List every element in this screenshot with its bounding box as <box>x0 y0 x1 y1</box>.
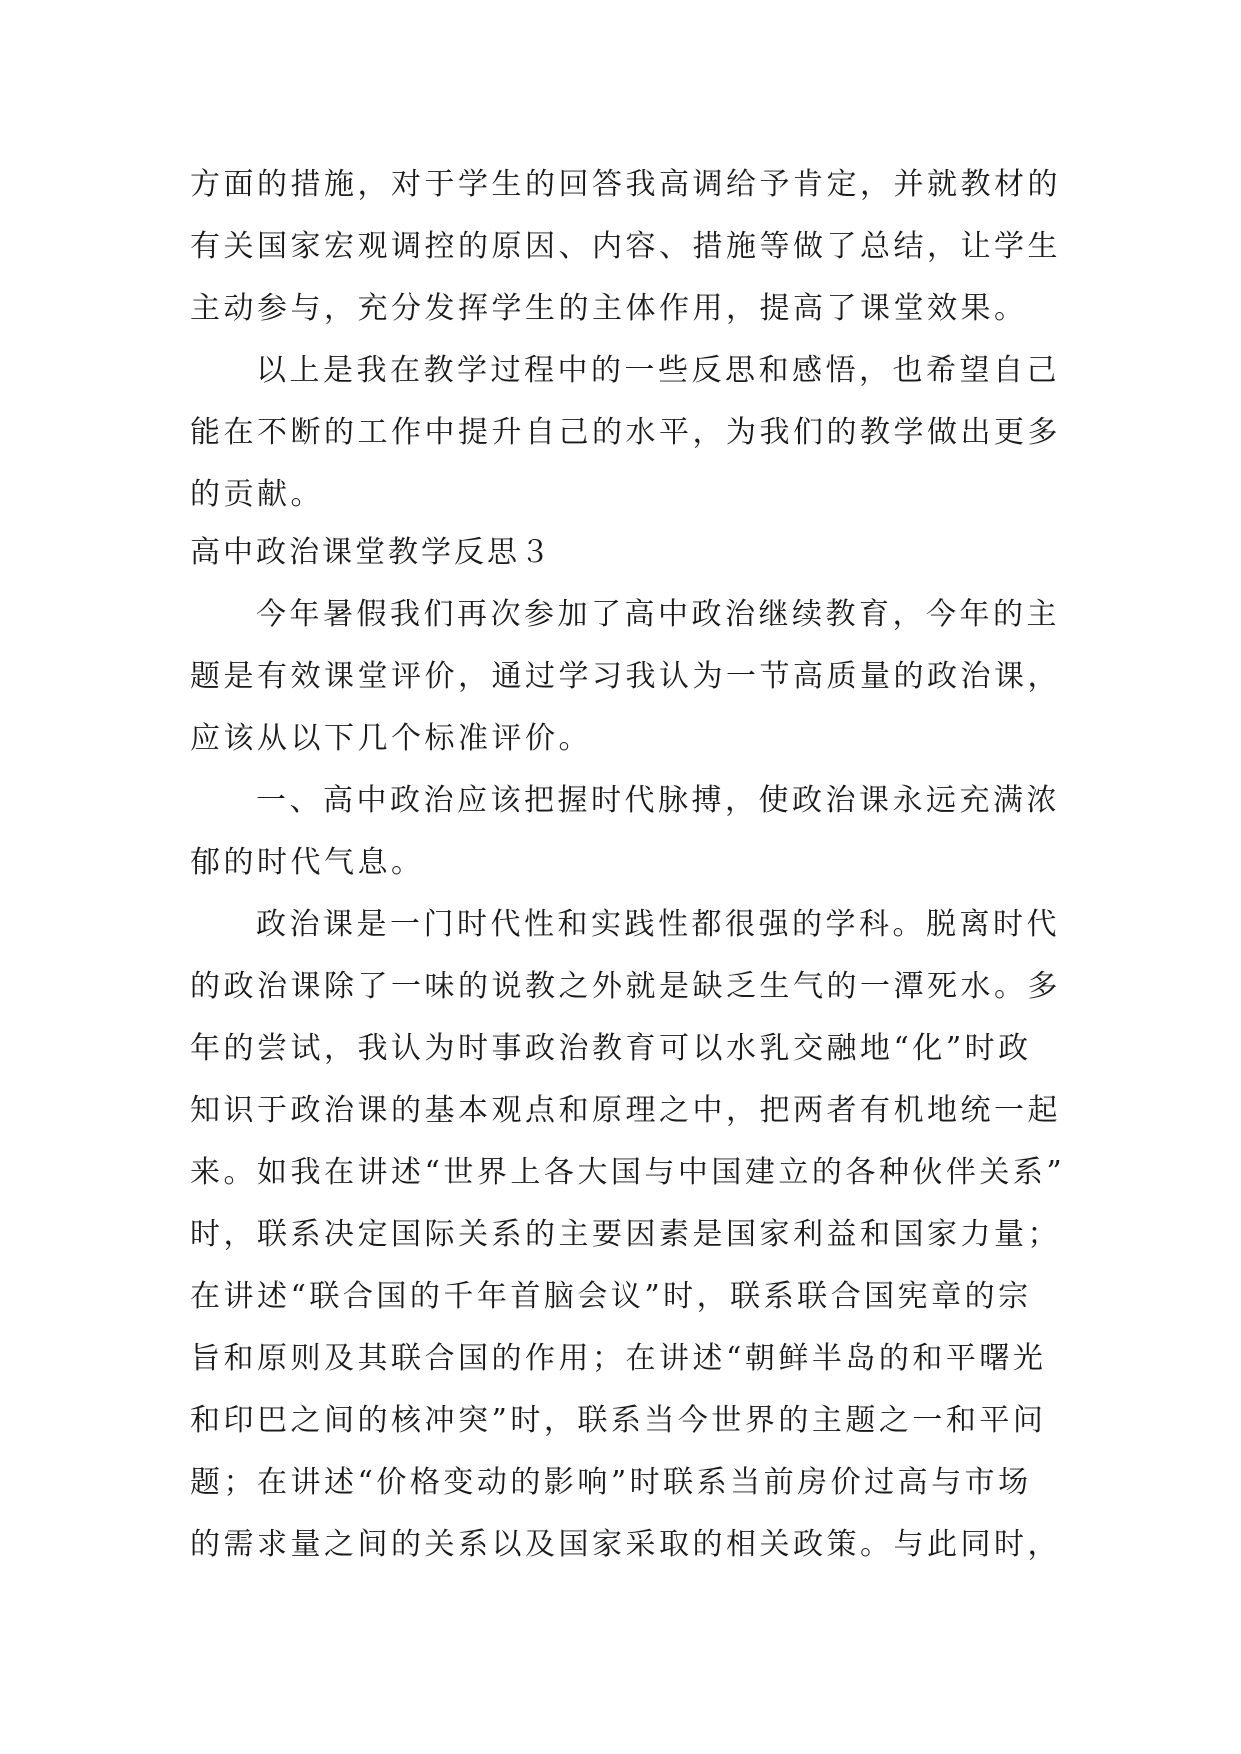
text-line: 方面的措施，对于学生的回答我高调给予肯定，并就教材的 <box>190 167 1061 202</box>
text-line: 年的尝试，我认为时事政治教育可以水乳交融地“化”时政 <box>190 1031 1032 1066</box>
text-line: 一、高中政治应该把握时代脉搏，使政治课永远充满浓 <box>256 783 1060 818</box>
section-title: 高中政治课堂教学反思３ <box>190 535 553 570</box>
text-line: 时，联系决定国际关系的主要因素是国家利益和国家力量； <box>190 1217 1061 1252</box>
text-line: 主动参与，充分发挥学生的主体作用，提高了课堂效果。 <box>190 291 1028 326</box>
text-line: 的贡献。 <box>190 477 324 512</box>
text-line: 来。如我在讲述“世界上各大国与中国建立的各种伙伴关系” <box>190 1155 1066 1190</box>
text-line: 题是有效课堂评价，通过学习我认为一节高质量的政治课， <box>190 659 1061 694</box>
section-block <box>190 522 1066 1576</box>
paragraph <box>190 894 1066 1576</box>
text-line: 的政治课除了一味的说教之外就是缺乏生气的一潭死水。多 <box>190 969 1061 1004</box>
text-line: 今年暑假我们再次参加了高中政治继续教育，今年的主 <box>256 597 1060 632</box>
text-line: 能在不断的工作中提升自己的水平，为我们的教学做出更多 <box>190 415 1061 450</box>
text-line: 的需求量之间的关系以及国家采取的相关政策。与此同时， <box>190 1527 1061 1562</box>
paragraph <box>190 584 1061 770</box>
text-line: 和印巴之间的核冲突”时，联系当今世界的主题之一和平问 <box>190 1403 1047 1438</box>
paragraph <box>190 154 1061 340</box>
text-line: 在讲述“联合国的千年首脑会议”时，联系联合国宪章的宗 <box>190 1279 1032 1314</box>
text-line: 政治课是一门时代性和实践性都很强的学科。脱离时代 <box>256 907 1060 942</box>
paragraph <box>190 340 1061 526</box>
paragraph <box>190 770 1060 894</box>
text-line: 题；在讲述“价格变动的影响”时联系当前房价过高与市场 <box>190 1465 1032 1500</box>
text-line: 知识于政治课的基本观点和原理之中，把两者有机地统一起 <box>190 1093 1061 1128</box>
text-line: 郁的时代气息。 <box>190 845 425 880</box>
continued-text-block <box>190 154 1061 526</box>
text-line: 有关国家宏观调控的原因、内容、措施等做了总结，让学生 <box>190 229 1061 264</box>
text-line: 以上是我在教学过程中的一些反思和感悟，也希望自己 <box>256 353 1060 388</box>
text-line: 应该从以下几个标准评价。 <box>190 721 592 756</box>
text-line: 旨和原则及其联合国的作用；在讲述“朝鲜半岛的和平曙光 <box>190 1341 1047 1376</box>
